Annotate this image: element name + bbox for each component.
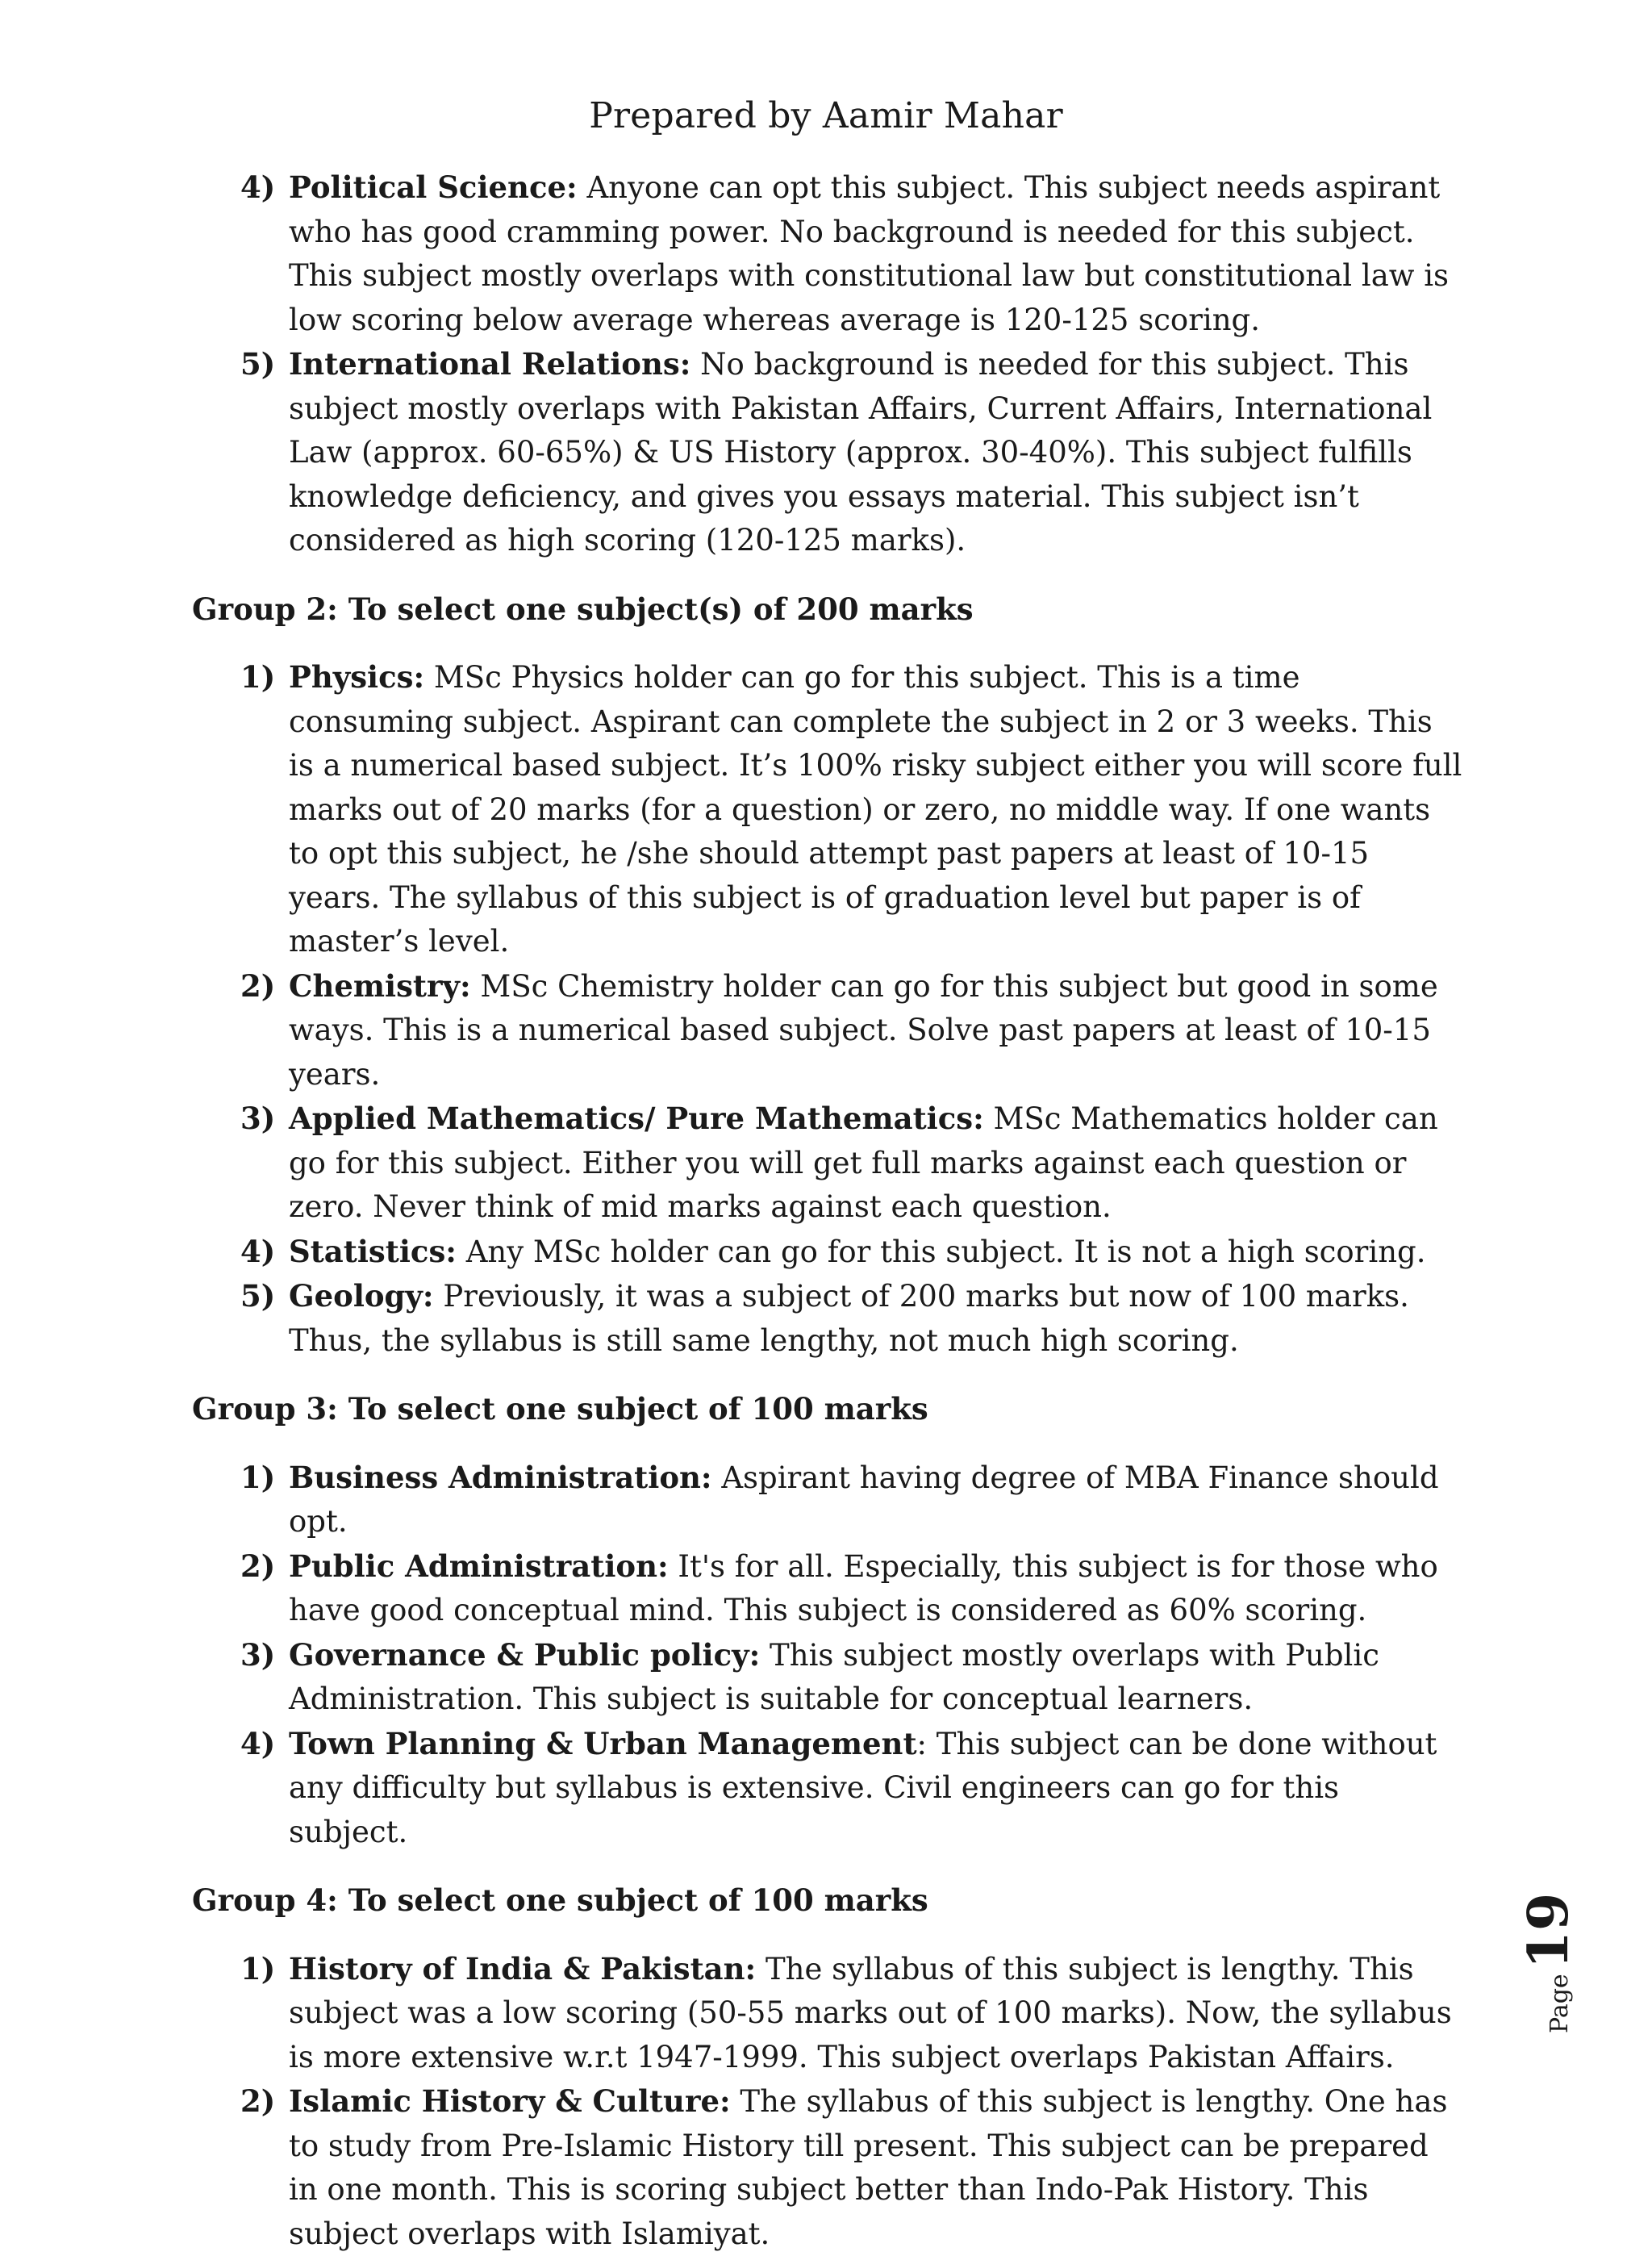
list-item [192, 1633, 1466, 1722]
item-text: The syllabus of this subject is lengthy. This subject was a low scoring (50-55 marks out of 100 marks). Now, the syllabus is more extensive w.r.t 1947-1999. This subject overlaps Pakistan Affairs. [289, 1952, 1452, 2074]
list-item [192, 1456, 1466, 1544]
item-text: This subject mostly overlaps with Public Administration. This subject is suitable for conceptual learners. [289, 1638, 1379, 1717]
item-text: Aspirant having degree of MBA Finance should opt. [289, 1460, 1439, 1540]
page-number-rotated [1516, 1893, 1581, 2033]
item-term: Business Administration: [289, 1460, 712, 1495]
item-term: International Relations: [289, 346, 690, 382]
page-label: Page [1546, 1974, 1574, 2033]
item-term: Applied Mathematics/ Pure Mathematics: [289, 1101, 984, 1136]
section-0-list [192, 165, 1466, 563]
item-number: 4) [240, 1722, 275, 1766]
group-2-list [192, 655, 1466, 1363]
item-term: Political Science: [289, 169, 578, 205]
item-text: : This subject can be done without any difficulty but syllabus is extensive. Civil engineers can go for this subject. [289, 1727, 1437, 1849]
page-number-footer [1516, 1888, 1573, 2033]
item-term: Physics: [289, 659, 424, 695]
item-text: No background is needed for this subject. This subject mostly overlaps with Pakistan Affairs, Current Affairs, International Law (approx. 60-65%) & US History (approx. 30-40%). This subject fulfills knowledge deficiency, and gives you essays material. This subject isn’t considered as high scoring (120-125 marks). [289, 347, 1432, 558]
item-term: Islamic History & Culture: [289, 2083, 731, 2119]
item-number: 2) [240, 964, 275, 1009]
item-number: 1) [240, 655, 275, 700]
item-number: 4) [240, 165, 275, 210]
item-text: MSc Mathematics holder can go for this subject. Either you will get full marks against each question or zero. Never think of mid marks against each question. [289, 1101, 1438, 1224]
item-term: Town Planning & Urban Management [289, 1726, 917, 1761]
list-item [192, 1947, 1466, 2080]
item-text: Any MSc holder can go for this subject. It is not a high scoring. [457, 1235, 1426, 1269]
item-number: 1) [240, 1456, 275, 1500]
item-number: 5) [240, 1274, 275, 1318]
item-number: 2) [240, 1544, 275, 1589]
group-4-list [192, 1947, 1466, 2256]
list-item [192, 165, 1466, 342]
item-text: MSc Chemistry holder can go for this subject but good in some ways. This is a numerical based subject. Solve past papers at least of 10-15 years. [289, 969, 1438, 1092]
item-text: Anyone can opt this subject. This subject needs aspirant who has good cramming power. No background is needed for this subject. This subject mostly overlaps with constitutional law but constitutional law is low scoring below average whereas average is 120-125 scoring. [289, 170, 1449, 337]
list-item [192, 1722, 1466, 1855]
item-term: Statistics: [289, 1234, 457, 1269]
item-text: Previously, it was a subject of 200 marks but now of 100 marks. Thus, the syllabus is still same lengthy, not much high scoring. [289, 1279, 1409, 1358]
list-item [192, 1230, 1466, 1275]
item-number: 3) [240, 1633, 275, 1677]
list-item [192, 2079, 1466, 2256]
item-term: Chemistry: [289, 968, 471, 1004]
group-3-list [192, 1456, 1466, 1855]
item-text: The syllabus of this subject is lengthy. One has to study from Pre-Islamic History till present. This subject can be prepared in one month. This is scoring subject better than Indo-Pak History. This subject overlaps with Islamiyat. [289, 2084, 1447, 2251]
group-3-heading: Group 3: To select one subject of 100 marks [192, 1387, 1466, 1431]
item-text: It's for all. Especially, this subject is for those who have good conceptual mind. This subject is considered as 60% scoring. [289, 1549, 1438, 1628]
item-term: Governance & Public policy: [289, 1637, 760, 1673]
page-content [192, 165, 1466, 2256]
list-item [192, 964, 1466, 1097]
group-4-heading: Group 4: To select one subject of 100 marks [192, 1878, 1466, 1923]
item-number: 2) [240, 2079, 275, 2124]
group-2-heading: Group 2: To select one subject(s) of 200 marks [192, 587, 1466, 632]
item-term: Geology: [289, 1278, 434, 1314]
item-term: Public Administration: [289, 1548, 669, 1584]
page-header: Prepared by Aamir Mahar [0, 95, 1652, 136]
item-number: 1) [240, 1947, 275, 1991]
item-number: 4) [240, 1230, 275, 1274]
item-number: 5) [240, 342, 275, 386]
list-item [192, 655, 1466, 964]
item-term: History of India & Pakistan: [289, 1951, 756, 1987]
item-text: MSc Physics holder can go for this subject. This is a time consuming subject. Aspirant can complete the subject in 2 or 3 weeks. This is a numerical based subject. It’s 100% risky subject either you will score full marks out of 20 marks (for a question) or zero, no middle way. If one wants to opt this subject, he /she should attempt past papers at least of 10-15 years. The syllabus of this subject is of graduation level but paper is of master’s level. [289, 660, 1462, 959]
list-item [192, 1097, 1466, 1230]
list-item [192, 1274, 1466, 1363]
item-number: 3) [240, 1097, 275, 1141]
page-number: 19 [1516, 1893, 1581, 1970]
list-item [192, 1544, 1466, 1633]
list-item [192, 342, 1466, 563]
